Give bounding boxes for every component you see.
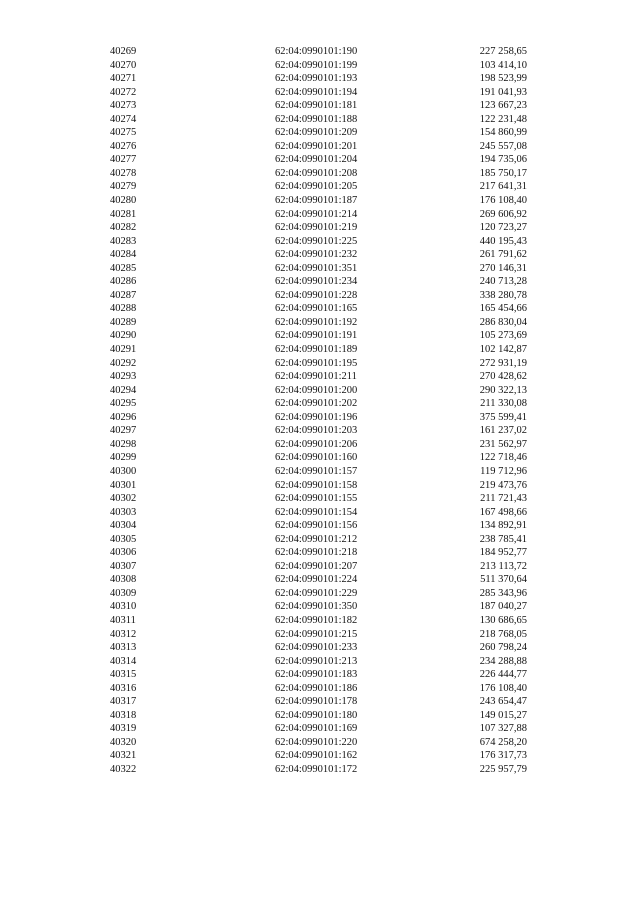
cadastral-number: 62:04:0990101:190 (275, 46, 358, 57)
row-number: 40296 (110, 411, 137, 423)
table-row (0, 411, 640, 425)
cadastral-value: 176 317,73 (479, 750, 527, 762)
table-row (0, 357, 640, 371)
cadastral-value: 285 343,96 (479, 587, 527, 599)
cadastral-value: 134 892,91 (479, 520, 527, 532)
cadastral-value: 213 113,72 (480, 560, 527, 572)
table-row (0, 655, 640, 669)
table-row (0, 533, 640, 547)
cadastral-number: 62:04:0990101:207 (275, 560, 358, 572)
cadastral-number: 62:04:0990101:199 (275, 59, 358, 71)
cadastral-value: 191 041,93 (479, 86, 527, 98)
cadastral-value: 130 686,65 (479, 614, 527, 626)
row-number: 40297 (110, 425, 137, 437)
row-number: 40285 (110, 262, 137, 274)
table-row (0, 506, 640, 520)
cadastral-value: 122 231,48 (479, 113, 527, 125)
row-number: 40271 (110, 73, 137, 85)
cadastral-number: 62:04:0990101:157 (275, 465, 358, 477)
table-row (0, 492, 640, 506)
row-number: 40280 (110, 195, 137, 207)
table-row (0, 438, 640, 452)
table-row (0, 451, 640, 465)
table-row (0, 546, 640, 560)
cadastral-value: 165 454,66 (479, 303, 527, 315)
cadastral-value: 238 785,41 (479, 533, 527, 545)
table-row (0, 722, 640, 736)
table-row (0, 587, 640, 601)
cadastral-number: 62:04:0990101:192 (275, 316, 358, 328)
cadastral-value: 123 667,23 (479, 100, 527, 112)
table-row (0, 180, 640, 194)
cadastral-number: 62:04:0990101:232 (275, 249, 358, 261)
cadastral-number: 62:04:0990101:214 (275, 208, 358, 220)
table-row (0, 167, 640, 181)
cadastral-value: 269 606,92 (479, 208, 527, 220)
cadastral-number: 62:04:0990101:215 (275, 628, 358, 640)
row-number: 40313 (110, 642, 137, 654)
table-row (0, 45, 640, 59)
cadastral-number: 62:04:0990101:154 (275, 506, 358, 518)
cadastral-value: 260 798,24 (479, 642, 527, 654)
cadastral-value: 105 273,69 (479, 330, 527, 342)
table-row (0, 153, 640, 167)
table-row (0, 424, 640, 438)
row-number: 40315 (110, 669, 137, 681)
cadastral-value: 211 330,08 (480, 398, 527, 410)
table-row (0, 221, 640, 235)
table-row (0, 59, 640, 73)
cadastral-number: 62:04:0990101:155 (275, 493, 358, 505)
table-row (0, 573, 640, 587)
row-number: 40319 (110, 723, 137, 735)
cadastral-value: 226 444,77 (479, 669, 527, 681)
table-row (0, 370, 640, 384)
table-row (0, 343, 640, 357)
row-number: 40291 (110, 344, 137, 356)
cadastral-number: 62:04:0990101:187 (275, 195, 358, 207)
row-number: 40275 (110, 127, 137, 139)
cadastral-value: 270 146,31 (479, 262, 527, 274)
cadastral-number: 62:04:0990101:201 (275, 140, 358, 152)
cadastral-value: 218 768,05 (479, 628, 527, 640)
cadastral-number: 62:04:0990101:165 (275, 303, 358, 315)
table-row (0, 86, 640, 100)
row-number: 40317 (110, 696, 137, 708)
table-row (0, 140, 640, 154)
cadastral-number: 62:04:0990101:211 (275, 371, 357, 383)
cadastral-number: 62:04:0990101:209 (275, 127, 358, 139)
cadastral-number: 62:04:0990101:233 (275, 642, 358, 654)
table-row (0, 262, 640, 276)
cadastral-value: 219 473,76 (479, 479, 527, 491)
table-row (0, 682, 640, 696)
cadastral-number: 62:04:0990101:196 (275, 411, 358, 423)
table-row (0, 641, 640, 655)
row-number: 40273 (110, 100, 137, 112)
table-row (0, 329, 640, 343)
cadastral-number: 62:04:0990101:225 (275, 235, 358, 247)
table-row (0, 465, 640, 479)
row-number: 40298 (110, 438, 137, 450)
cadastral-value: 240 713,28 (479, 276, 527, 288)
row-number: 40284 (110, 249, 137, 261)
row-number: 40274 (110, 113, 137, 125)
cadastral-value: 225 957,79 (479, 763, 527, 775)
cadastral-number: 62:04:0990101:350 (275, 601, 358, 613)
row-number: 40320 (110, 736, 137, 748)
cadastral-number: 62:04:0990101:204 (275, 154, 358, 166)
cadastral-value: 187 040,27 (479, 601, 527, 613)
cadastral-number: 62:04:0990101:229 (275, 587, 358, 599)
table-row (0, 749, 640, 763)
row-number: 40272 (110, 86, 137, 98)
row-number: 40276 (110, 140, 137, 152)
cadastral-value: 674 258,20 (479, 736, 527, 748)
cadastral-number: 62:04:0990101:188 (275, 113, 358, 125)
cadastral-value: 245 557,08 (479, 140, 527, 152)
cadastral-value: 375 599,41 (479, 411, 527, 423)
row-number: 40278 (110, 167, 137, 179)
row-number: 40277 (110, 154, 137, 166)
cadastral-value: 194 735,06 (479, 154, 527, 166)
cadastral-number: 62:04:0990101:191 (275, 330, 358, 342)
cadastral-value: 161 237,02 (479, 425, 527, 437)
cadastral-number: 62:04:0990101:160 (275, 452, 358, 464)
cadastral-value: 176 108,40 (479, 682, 527, 694)
cadastral-value: 176 108,40 (479, 195, 527, 207)
cadastral-number: 62:04:0990101:208 (275, 167, 358, 179)
row-number: 40310 (110, 601, 137, 613)
table-row (0, 614, 640, 628)
row-number: 40286 (110, 276, 137, 288)
table-row (0, 709, 640, 723)
row-number: 40309 (110, 587, 137, 599)
row-number: 40322 (110, 763, 137, 775)
cadastral-value: 290 322,13 (479, 384, 527, 396)
cadastral-number: 62:04:0990101:183 (275, 669, 358, 681)
cadastral-value: 154 860,99 (479, 127, 527, 139)
table-row (0, 208, 640, 222)
row-number: 40270 (110, 59, 137, 71)
cadastral-value: 149 015,27 (479, 709, 527, 721)
row-number: 40279 (110, 181, 137, 193)
table-row (0, 99, 640, 113)
table-row (0, 736, 640, 750)
cadastral-number: 62:04:0990101:219 (275, 222, 358, 234)
cadastral-number: 62:04:0990101:158 (275, 479, 358, 491)
cadastral-value: 107 327,88 (479, 723, 527, 735)
cadastral-value: 167 498,66 (479, 506, 527, 518)
cadastral-number: 62:04:0990101:180 (275, 709, 358, 721)
cadastral-number: 62:04:0990101:182 (275, 614, 358, 626)
row-number: 40304 (110, 520, 137, 532)
table-row (0, 126, 640, 140)
row-number: 40303 (110, 506, 137, 518)
cadastral-number: 62:04:0990101:205 (275, 181, 358, 193)
row-number: 40290 (110, 330, 137, 342)
cadastral-value: 261 791,62 (479, 249, 527, 261)
row-number: 40300 (110, 465, 137, 477)
cadastral-value: 231 562,97 (479, 438, 527, 450)
cadastral-number: 62:04:0990101:194 (275, 86, 358, 98)
cadastral-value: 272 931,19 (479, 357, 527, 369)
table-row (0, 397, 640, 411)
cadastral-number: 62:04:0990101:224 (275, 574, 358, 586)
cadastral-value: 227 258,65 (479, 46, 527, 57)
cadastral-number: 62:04:0990101:213 (275, 655, 358, 667)
row-number: 40282 (110, 222, 137, 234)
cadastral-value: 338 280,78 (479, 289, 527, 301)
row-number: 40302 (110, 493, 137, 505)
table-row (0, 628, 640, 642)
cadastral-value: 185 750,17 (479, 167, 527, 179)
cadastral-number: 62:04:0990101:193 (275, 73, 358, 85)
row-number: 40293 (110, 371, 137, 383)
cadastral-number: 62:04:0990101:202 (275, 398, 358, 410)
cadastral-value: 217 641,31 (479, 181, 527, 193)
table-row (0, 289, 640, 303)
row-number: 40289 (110, 316, 137, 328)
row-number: 40306 (110, 547, 137, 559)
cadastral-value: 211 721,43 (480, 493, 527, 505)
table-row (0, 519, 640, 533)
row-number: 40281 (110, 208, 137, 220)
cadastral-number: 62:04:0990101:206 (275, 438, 358, 450)
cadastral-value: 184 952,77 (479, 547, 527, 559)
table-row (0, 384, 640, 398)
table-row (0, 560, 640, 574)
cadastral-value-table (0, 45, 640, 777)
cadastral-value: 440 195,43 (479, 235, 527, 247)
cadastral-value: 270 428,62 (479, 371, 527, 383)
row-number: 40318 (110, 709, 137, 721)
table-row (0, 248, 640, 262)
row-number: 40305 (110, 533, 137, 545)
cadastral-number: 62:04:0990101:195 (275, 357, 358, 369)
cadastral-number: 62:04:0990101:212 (275, 533, 358, 545)
table-row (0, 72, 640, 86)
cadastral-value: 119 712,96 (480, 465, 527, 477)
row-number: 40308 (110, 574, 137, 586)
cadastral-number: 62:04:0990101:156 (275, 520, 358, 532)
cadastral-value: 198 523,99 (479, 73, 527, 85)
cadastral-value: 103 414,10 (479, 59, 527, 71)
row-number: 40314 (110, 655, 137, 667)
row-number: 40316 (110, 682, 137, 694)
cadastral-number: 62:04:0990101:234 (275, 276, 358, 288)
cadastral-number: 62:04:0990101:172 (275, 763, 358, 775)
cadastral-value: 102 142,87 (479, 344, 527, 356)
cadastral-value: 122 718,46 (479, 452, 527, 464)
table-row (0, 194, 640, 208)
row-number: 40294 (110, 384, 137, 396)
table-row (0, 113, 640, 127)
cadastral-value: 120 723,27 (479, 222, 527, 234)
cadastral-number: 62:04:0990101:181 (275, 100, 358, 112)
row-number: 40307 (110, 560, 137, 572)
table-row (0, 668, 640, 682)
cadastral-number: 62:04:0990101:218 (275, 547, 358, 559)
row-number: 40292 (110, 357, 137, 369)
row-number: 40269 (110, 46, 137, 57)
table-row (0, 763, 640, 777)
cadastral-value: 243 654,47 (479, 696, 527, 708)
table-row (0, 275, 640, 289)
table-row (0, 235, 640, 249)
table-row (0, 316, 640, 330)
cadastral-number: 62:04:0990101:189 (275, 344, 358, 356)
cadastral-value: 286 830,04 (479, 316, 527, 328)
row-number: 40312 (110, 628, 137, 640)
cadastral-number: 62:04:0990101:228 (275, 289, 358, 301)
cadastral-number: 62:04:0990101:220 (275, 736, 358, 748)
cadastral-number: 62:04:0990101:203 (275, 425, 358, 437)
row-number: 40321 (110, 750, 137, 762)
cadastral-number: 62:04:0990101:186 (275, 682, 358, 694)
table-row (0, 479, 640, 493)
table-row (0, 695, 640, 709)
row-number: 40311 (110, 614, 136, 626)
table-row (0, 302, 640, 316)
row-number: 40295 (110, 398, 137, 410)
row-number: 40287 (110, 289, 137, 301)
cadastral-number: 62:04:0990101:200 (275, 384, 358, 396)
cadastral-number: 62:04:0990101:178 (275, 696, 358, 708)
cadastral-number: 62:04:0990101:162 (275, 750, 358, 762)
cadastral-number: 62:04:0990101:169 (275, 723, 358, 735)
table-row (0, 600, 640, 614)
cadastral-value: 511 370,64 (480, 574, 527, 586)
row-number: 40301 (110, 479, 137, 491)
cadastral-number: 62:04:0990101:351 (275, 262, 358, 274)
row-number: 40299 (110, 452, 137, 464)
cadastral-value: 234 288,88 (479, 655, 527, 667)
row-number: 40283 (110, 235, 137, 247)
row-number: 40288 (110, 303, 137, 315)
